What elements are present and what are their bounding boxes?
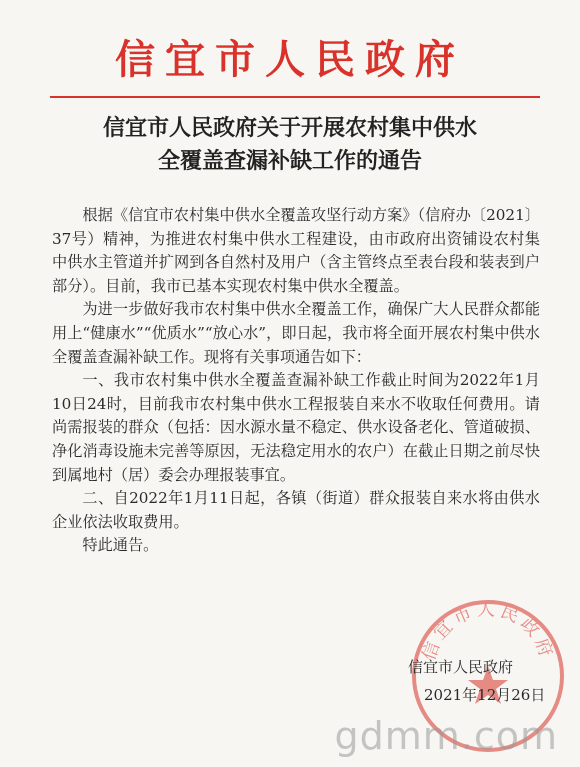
red-header-rule bbox=[50, 96, 540, 98]
body-paragraph-3: 一、我市农村集中供水全覆盖查漏补缺工作截止时间为2022年1月10日24时，目前我市农村集中供水工程报装自来水不收取任何费用。请尚需报装的群众（包括：因水源水量不稳定、供水设备老化、管道破损、净化消毒设施未完善等原因，无法稳定用水的农户）在截止日期之前尽快到属地村（居）委会办理报装事宜。 bbox=[52, 371, 540, 484]
body-paragraph-1: 根据《信宜市农村集中供水全覆盖攻坚行动方案》（信府办〔2021〕37号）精神，为推进农村集中供水工程建设，由市政府出资铺设农村集中供水主管道并扩网到各自然村及用户（含主管终点至表台段和装表到户部分）。目前，我市已基本实现农村集中供水全覆盖。 bbox=[52, 206, 540, 295]
body-paragraph-2: 为进一步做好我市农村集中供水全覆盖工作，确保广大人民群众都能用上“健康水”“优质水”“放心水”，即日起，我市将全面开展农村集中供水全覆盖查漏补缺工作。现将有关事项通告如下： bbox=[52, 300, 540, 366]
svg-text:信宜市人民政府 bbox=[418, 599, 557, 663]
site-watermark: gdmm.com bbox=[334, 714, 558, 758]
signature-date: 2021年12月26日 bbox=[424, 686, 546, 704]
body-paragraph-5: 特此通告。 bbox=[82, 536, 159, 555]
notice-title-line-1: 信宜市人民政府关于开展农村集中供水 bbox=[102, 115, 477, 141]
issuing-authority-header: 信宜市人民政府 bbox=[115, 36, 465, 83]
seal-text: 信宜市人民政府 bbox=[418, 599, 558, 664]
notice-body bbox=[52, 204, 540, 558]
body-paragraph-4: 二、自2022年1月11日起，各镇（街道）群众报装自来水将由供水企业依法收取费用。 bbox=[52, 489, 540, 531]
notice-title-line-2: 全覆盖查漏补缺工作的通告 bbox=[157, 148, 422, 174]
signature-organization: 信宜市人民政府 bbox=[408, 658, 514, 676]
